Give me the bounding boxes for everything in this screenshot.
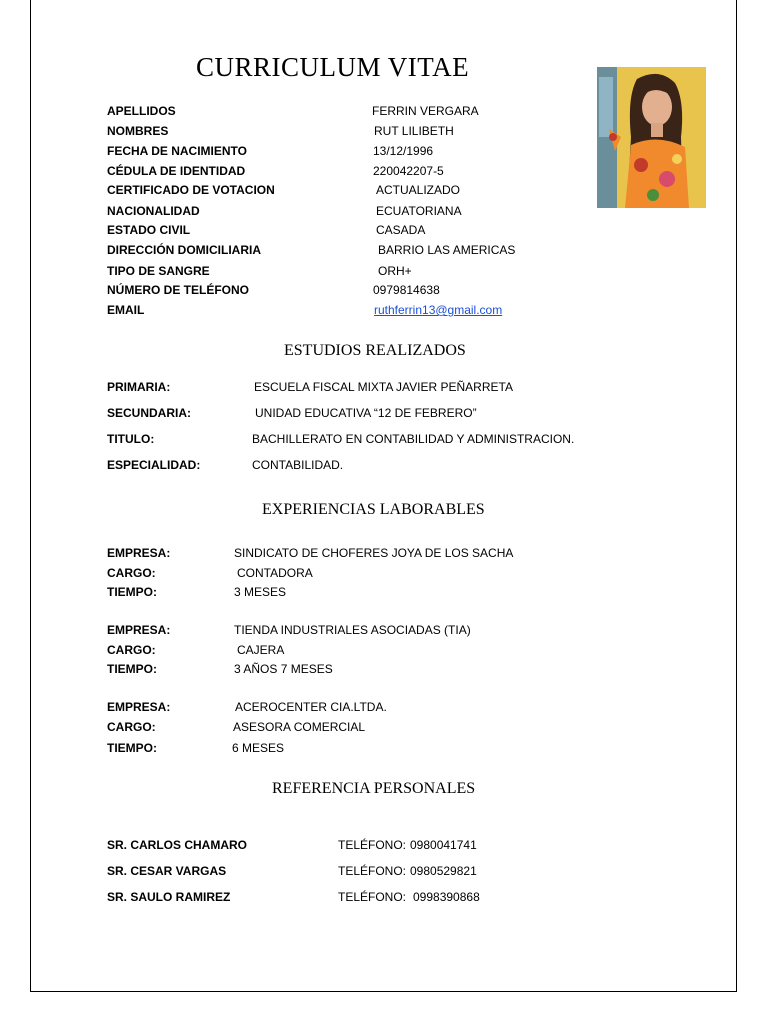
label-fecha-nacimiento: FECHA DE NACIMIENTO xyxy=(107,144,248,158)
value-tiempo: 3 MESES xyxy=(234,585,287,599)
label-secundaria: SECUNDARIA: xyxy=(107,406,191,420)
label-tipo-sangre: TIPO DE SANGRE xyxy=(107,264,210,278)
reference-phone: 0980041741 xyxy=(410,838,477,852)
reference-name: SR. CARLOS CHAMARO xyxy=(107,838,247,852)
label-tiempo: TIEMPO: xyxy=(107,662,157,676)
value-especialidad: CONTABILIDAD. xyxy=(252,458,344,472)
reference-phone-label: TELÉFONO: xyxy=(338,864,407,878)
value-direccion: BARRIO LAS AMERICAS xyxy=(378,243,516,257)
label-email: EMAIL xyxy=(107,303,145,317)
reference-phone-label: TELÉFONO: xyxy=(338,890,407,904)
value-cargo: CAJERA xyxy=(237,643,285,657)
page-title: CURRICULUM VITAE xyxy=(196,52,470,82)
label-empresa: EMPRESA: xyxy=(107,546,171,560)
label-nacionalidad: NACIONALIDAD xyxy=(107,204,200,218)
reference-name: SR. SAULO RAMIREZ xyxy=(107,890,231,904)
value-fecha-nacimiento: 13/12/1996 xyxy=(373,144,434,158)
value-cargo: ASESORA COMERCIAL xyxy=(233,720,366,734)
label-especialidad: ESPECIALIDAD: xyxy=(107,458,201,472)
value-tiempo: 6 MESES xyxy=(232,741,285,755)
profile-photo xyxy=(597,67,706,208)
label-tiempo: TIEMPO: xyxy=(107,585,157,599)
label-telefono: NÚMERO DE TELÉFONO xyxy=(107,283,250,297)
reference-phone: 0998390868 xyxy=(413,890,480,904)
label-empresa: EMPRESA: xyxy=(107,623,171,637)
reference-phone: 0980529821 xyxy=(410,864,477,878)
label-tiempo: TIEMPO: xyxy=(107,741,157,755)
studies-heading: ESTUDIOS REALIZADOS xyxy=(284,342,466,359)
value-certificado-votacion: ACTUALIZADO xyxy=(376,183,461,197)
references-heading: REFERENCIA PERSONALES xyxy=(272,780,476,797)
reference-name: SR. CESAR VARGAS xyxy=(107,864,227,878)
value-cargo: CONTADORA xyxy=(237,566,313,580)
label-nombres: NOMBRES xyxy=(107,124,169,138)
value-nacionalidad: ECUATORIANA xyxy=(376,204,462,218)
value-telefono: 0979814638 xyxy=(373,283,440,297)
experience-heading: EXPERIENCIAS LABORABLES xyxy=(262,501,485,518)
label-cargo: CARGO: xyxy=(107,720,156,734)
label-certificado-votacion: CERTIFICADO DE VOTACION xyxy=(107,183,275,197)
value-secundaria: UNIDAD EDUCATIVA “12 DE FEBRERO” xyxy=(255,406,477,420)
value-titulo: BACHILLERATO EN CONTABILIDAD Y ADMINISTRACION. xyxy=(252,432,575,446)
label-empresa: EMPRESA: xyxy=(107,700,171,714)
value-cedula: 220042207-5 xyxy=(373,164,444,178)
value-empresa: ACEROCENTER CIA.LTDA. xyxy=(235,700,387,714)
label-estado-civil: ESTADO CIVIL xyxy=(107,223,191,237)
label-titulo: TITULO: xyxy=(107,432,155,446)
value-tipo-sangre: ORH+ xyxy=(378,264,412,278)
label-direccion: DIRECCIÓN DOMICILIARIA xyxy=(107,243,261,257)
value-empresa: TIENDA INDUSTRIALES ASOCIADAS (TIA) xyxy=(234,623,471,637)
label-cargo: CARGO: xyxy=(107,643,156,657)
label-apellidos: APELLIDOS xyxy=(107,104,176,118)
value-tiempo: 3 AÑOS 7 MESES xyxy=(234,662,333,676)
label-cargo: CARGO: xyxy=(107,566,156,580)
person-photo-icon xyxy=(597,67,706,208)
value-nombres: RUT LILIBETH xyxy=(374,124,454,138)
label-cedula: CÉDULA DE IDENTIDAD xyxy=(107,164,246,178)
value-apellidos: FERRIN VERGARA xyxy=(372,104,479,118)
value-empresa: SINDICATO DE CHOFERES JOYA DE LOS SACHA xyxy=(234,546,514,560)
reference-phone-label: TELÉFONO: xyxy=(338,838,407,852)
label-primaria: PRIMARIA: xyxy=(107,380,171,394)
email-link[interactable]: ruthferrin13@gmail.com xyxy=(374,303,503,317)
value-primaria: ESCUELA FISCAL MIXTA JAVIER PEÑARRETA xyxy=(254,380,513,394)
value-estado-civil: CASADA xyxy=(376,223,426,237)
